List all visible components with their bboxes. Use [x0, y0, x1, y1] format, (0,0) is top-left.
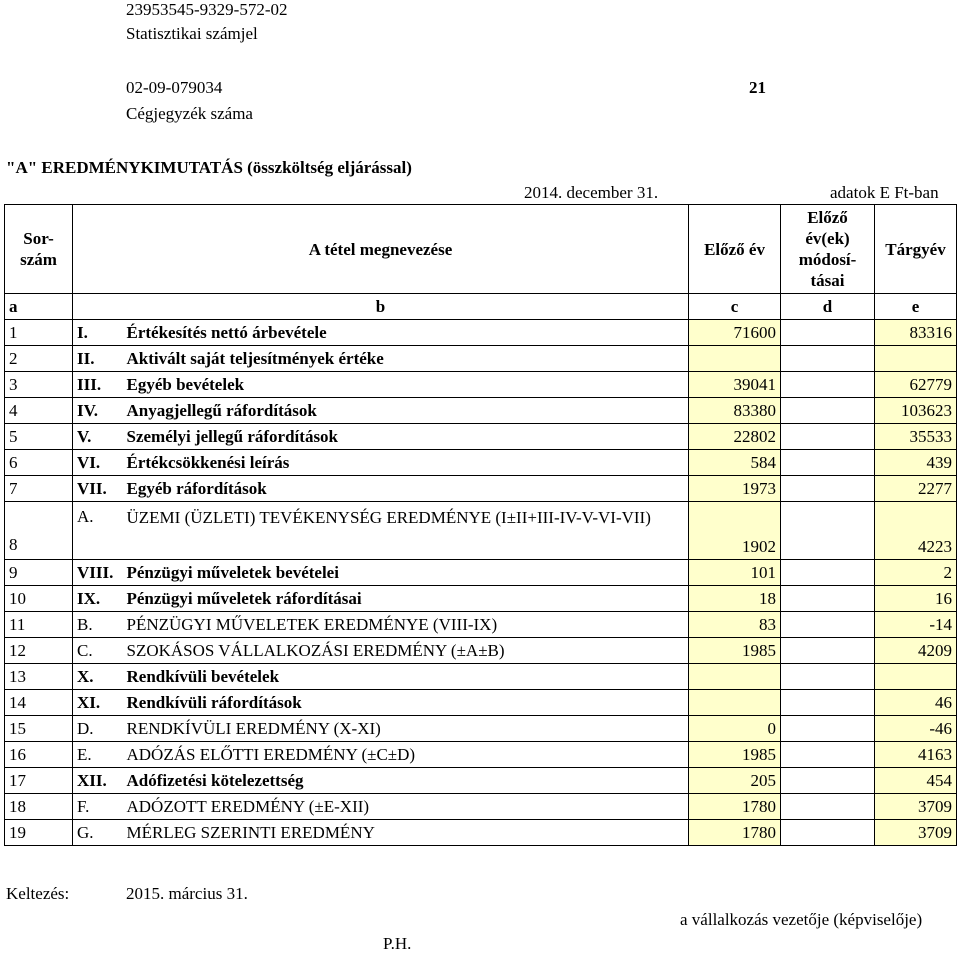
modification-value [781, 560, 875, 586]
modification-value [781, 450, 875, 476]
prev-year-value: 584 [689, 450, 781, 476]
row-number: 12 [5, 638, 73, 664]
prev-year-value: 71600 [689, 320, 781, 346]
prev-year-value: 101 [689, 560, 781, 586]
report-title: "A" EREDMÉNYKIMUTATÁS (összköltség eljárással) [6, 158, 412, 177]
row-name: SZOKÁSOS VÁLLALKOZÁSI EREDMÉNY (±A±B) [125, 638, 689, 664]
row-number: 10 [5, 586, 73, 612]
table-row [5, 560, 957, 586]
report-date: 2014. december 31. [524, 183, 659, 202]
row-code: IV. [73, 398, 125, 424]
col-header-mod: Előző év(ek) módosí-tásai [781, 205, 875, 294]
row-number: 18 [5, 794, 73, 820]
row-number: 9 [5, 560, 73, 586]
stamp-ph: P.H. [383, 934, 412, 953]
modification-value [781, 820, 875, 846]
reg-label: Cégjegyzék száma [126, 104, 253, 123]
table-row [5, 320, 957, 346]
table-row [5, 638, 957, 664]
table-row [5, 612, 957, 638]
modification-value [781, 638, 875, 664]
prev-year-value: 1902 [689, 502, 781, 560]
table-row [5, 398, 957, 424]
current-year-value: 2277 [875, 476, 957, 502]
modification-value [781, 372, 875, 398]
row-number: 17 [5, 768, 73, 794]
letter-b: b [73, 294, 689, 320]
current-year-value: 83316 [875, 320, 957, 346]
modification-value [781, 794, 875, 820]
prev-year-value: 0 [689, 716, 781, 742]
letter-a: a [5, 294, 73, 320]
col-header-prev: Előző év [689, 205, 781, 294]
row-code: XI. [73, 690, 125, 716]
row-code: D. [73, 716, 125, 742]
letter-e: e [875, 294, 957, 320]
row-number: 8 [5, 502, 73, 560]
row-code: A. [73, 502, 125, 560]
row-code: E. [73, 742, 125, 768]
date-label: Keltezés: [6, 884, 70, 903]
modification-value [781, 502, 875, 560]
current-year-value: -14 [875, 612, 957, 638]
col-header-curr: Tárgyév [875, 205, 957, 294]
current-year-value: 16 [875, 586, 957, 612]
row-name: ÜZEMI (ÜZLETI) TEVÉKENYSÉG EREDMÉNYE (I±II+III-IV-V-VI-VII) [125, 502, 689, 560]
row-number: 6 [5, 450, 73, 476]
col-header-name: A tétel megnevezése [73, 205, 689, 294]
table-row [5, 794, 957, 820]
row-code: G. [73, 820, 125, 846]
row-code: VIII. [73, 560, 125, 586]
row-name: Rendkívüli ráfordítások [125, 690, 689, 716]
row-name: Aktivált saját teljesítmények értéke [125, 346, 689, 372]
prev-year-value: 39041 [689, 372, 781, 398]
row-number: 4 [5, 398, 73, 424]
row-name: Adófizetési kötelezettség [125, 768, 689, 794]
row-code: B. [73, 612, 125, 638]
letters-row [5, 294, 957, 320]
current-year-value: 62779 [875, 372, 957, 398]
row-code: XII. [73, 768, 125, 794]
row-code: VI. [73, 450, 125, 476]
row-code: X. [73, 664, 125, 690]
current-year-value: 3709 [875, 820, 957, 846]
header-row [5, 205, 957, 294]
row-code: V. [73, 424, 125, 450]
table-row [5, 346, 957, 372]
current-year-value: 2 [875, 560, 957, 586]
unit-note: adatok E Ft-ban [830, 183, 939, 202]
table-row [5, 690, 957, 716]
row-name: Személyi jellegű ráfordítások [125, 424, 689, 450]
col-header-sorszam: Sor-szám [5, 205, 73, 294]
row-name: Rendkívüli bevételek [125, 664, 689, 690]
prev-year-value: 1780 [689, 794, 781, 820]
row-number: 13 [5, 664, 73, 690]
row-code: C. [73, 638, 125, 664]
row-number: 16 [5, 742, 73, 768]
table-row [5, 768, 957, 794]
prev-year-value [689, 346, 781, 372]
row-name: PÉNZÜGYI MŰVELETEK EREDMÉNYE (VIII-IX) [125, 612, 689, 638]
row-code: F. [73, 794, 125, 820]
row-code: VII. [73, 476, 125, 502]
row-number: 7 [5, 476, 73, 502]
current-year-value: 439 [875, 450, 957, 476]
row-number: 15 [5, 716, 73, 742]
row-name: Értékcsökkenési leírás [125, 450, 689, 476]
modification-value [781, 398, 875, 424]
current-year-value: 4163 [875, 742, 957, 768]
row-code: IX. [73, 586, 125, 612]
row-name: MÉRLEG SZERINTI EREDMÉNY [125, 820, 689, 846]
modification-value [781, 768, 875, 794]
modification-value [781, 320, 875, 346]
row-number: 2 [5, 346, 73, 372]
reg-number: 02-09-079034 [126, 78, 223, 97]
table-row [5, 820, 957, 846]
modification-value [781, 424, 875, 450]
row-code: II. [73, 346, 125, 372]
row-name: Egyéb ráfordítások [125, 476, 689, 502]
row-number: 5 [5, 424, 73, 450]
current-year-value: 4209 [875, 638, 957, 664]
signature-label: a vállalkozás vezetője (képviselője) [680, 910, 923, 929]
stat-number: 23953545-9329-572-02 [126, 0, 288, 19]
date-value: 2015. március 31. [126, 884, 248, 903]
table-row [5, 502, 957, 560]
row-number: 19 [5, 820, 73, 846]
table-row [5, 450, 957, 476]
modification-value [781, 690, 875, 716]
row-number: 1 [5, 320, 73, 346]
prev-year-value: 83380 [689, 398, 781, 424]
table-row [5, 372, 957, 398]
current-year-value: 3709 [875, 794, 957, 820]
prev-year-value: 1985 [689, 742, 781, 768]
prev-year-value [689, 664, 781, 690]
modification-value [781, 664, 875, 690]
table-row [5, 424, 957, 450]
table-row [5, 476, 957, 502]
prev-year-value: 1780 [689, 820, 781, 846]
modification-value [781, 716, 875, 742]
prev-year-value: 83 [689, 612, 781, 638]
prev-year-value [689, 690, 781, 716]
letter-c: c [689, 294, 781, 320]
page-number: 21 [749, 78, 766, 97]
row-name: Pénzügyi műveletek bevételei [125, 560, 689, 586]
table-row [5, 664, 957, 690]
row-name: Egyéb bevételek [125, 372, 689, 398]
current-year-value: -46 [875, 716, 957, 742]
stat-label: Statisztikai számjel [126, 24, 258, 43]
row-name: Értékesítés nettó árbevétele [125, 320, 689, 346]
prev-year-value: 1973 [689, 476, 781, 502]
row-number: 3 [5, 372, 73, 398]
table-row [5, 586, 957, 612]
prev-year-value: 1985 [689, 638, 781, 664]
row-name: RENDKÍVÜLI EREDMÉNY (X-XI) [125, 716, 689, 742]
row-name: Pénzügyi műveletek ráfordításai [125, 586, 689, 612]
prev-year-value: 18 [689, 586, 781, 612]
current-year-value [875, 346, 957, 372]
table-row [5, 742, 957, 768]
modification-value [781, 612, 875, 638]
current-year-value: 103623 [875, 398, 957, 424]
current-year-value: 454 [875, 768, 957, 794]
modification-value [781, 742, 875, 768]
row-code: III. [73, 372, 125, 398]
prev-year-value: 205 [689, 768, 781, 794]
row-name: ADÓZÁS ELŐTTI EREDMÉNY (±C±D) [125, 742, 689, 768]
row-code: I. [73, 320, 125, 346]
current-year-value: 35533 [875, 424, 957, 450]
row-number: 14 [5, 690, 73, 716]
row-name: Anyagjellegű ráfordítások [125, 398, 689, 424]
row-name: ADÓZOTT EREDMÉNY (±E-XII) [125, 794, 689, 820]
modification-value [781, 586, 875, 612]
income-statement-table [4, 204, 957, 846]
row-number: 11 [5, 612, 73, 638]
table-row [5, 716, 957, 742]
modification-value [781, 476, 875, 502]
current-year-value: 4223 [875, 502, 957, 560]
modification-value [781, 346, 875, 372]
current-year-value [875, 664, 957, 690]
letter-d: d [781, 294, 875, 320]
prev-year-value: 22802 [689, 424, 781, 450]
current-year-value: 46 [875, 690, 957, 716]
